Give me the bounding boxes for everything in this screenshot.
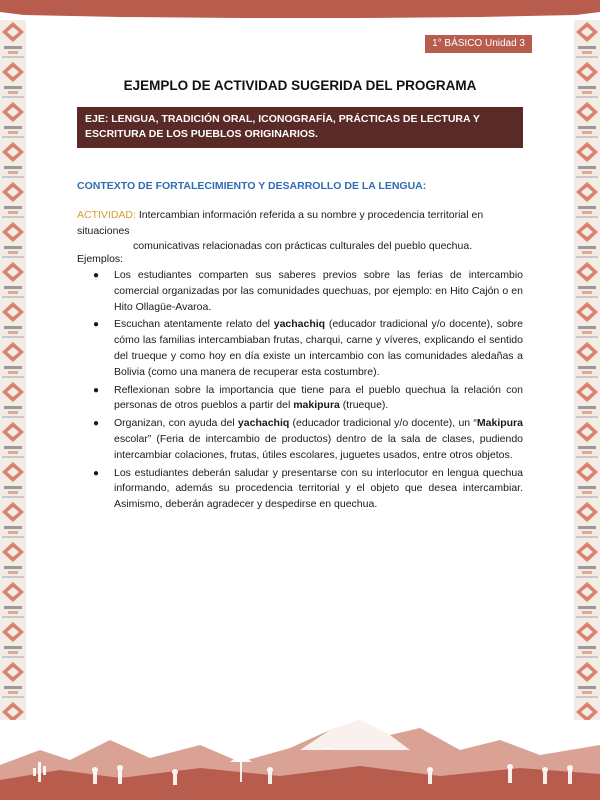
right-pattern-strip [574,20,600,720]
page-title: EJEMPLO DE ACTIVIDAD SUGERIDA DEL PROGRAMA [123,78,477,93]
activity-block [77,208,523,255]
example-term: yachachiq [273,318,326,331]
list-item [77,383,523,415]
bottom-landscape-illustration [0,710,600,800]
activity-text-line2: comunicativas relacionadas con prácticas culturales del pueblo quechua. [133,240,473,252]
example-text: Los estudiantes deberán saludar y presentarse con su interlocutor en lengua quechua informando, además su procedencia territorial y el objeto que desea intercambiar. Asimismo, deberán agradecer y despedirse en quechua. [114,466,523,511]
unit-badge: 1° BÁSICO Unidad 3 [425,35,532,53]
example-text: (educador tradicional y/o docente), un “ [289,417,477,430]
list-item [77,466,523,513]
example-term: yachachiq [237,417,290,430]
example-text: Escuchan atentamente relato del [114,318,274,331]
context-heading: CONTEXTO DE FORTALECIMIENTO Y DESARROLLO DE LA LENGUA: [77,180,427,192]
bullet-icon: ● [93,319,100,331]
example-text: Los estudiantes comparten sus saberes previos sobre las ferias de intercambio comercial organizadas por las comunidades quechuas, por ejemplo: en Hito Cajón o en Hito Ollagüe-Avaroa. [114,269,523,313]
example-text: Organizan, con ayuda del [114,417,238,430]
example-term: Makipura [476,417,523,430]
example-text: (trueque). [339,399,389,412]
list-item [77,416,523,463]
example-text: Reflexionan sobre la importancia que tiene para el pueblo quechua la relación con personas de otros pueblos a partir del [114,383,523,412]
eje-banner: EJE: LENGUA, TRADICIÓN ORAL, ICONOGRAFÍA, PRÁCTICAS DE LECTURA Y ESCRITURA DE LOS PUEBLOS ORIGINARIOS. [77,107,523,148]
bullet-icon: ● [93,418,100,430]
examples-label: Ejemplos: [77,253,124,265]
activity-text-line1: Intercambian información referida a su nombre y procedencia territorial en situaciones [77,209,484,237]
bullet-icon: ● [93,270,100,281]
list-item [77,317,523,380]
example-term: makipura [293,399,340,412]
examples-list [77,268,523,515]
list-item [77,268,523,315]
top-decorative-band [0,0,600,20]
left-pattern-strip [0,20,26,720]
example-text: escolar” (Feria de intercambio de productos) dentro de la sala de clases, pudiendo intercambiar colaciones, frutas, útiles escolares, juguetes usados, entre otros objetos. [114,432,523,461]
activity-label: ACTIVIDAD: [77,209,136,221]
bullet-icon: ● [93,384,100,396]
bullet-icon: ● [93,467,100,479]
example-text: (educador tradicional y/o docente), sobre cómo las familias intercambiaban frutas, charqui, carne y víveres, explicando el sentido del trueque y como hoy en día existe un intercambio con las comunidades aledañas a Bolivia (como una manera de recuperar esta costumbre). [114,318,523,378]
